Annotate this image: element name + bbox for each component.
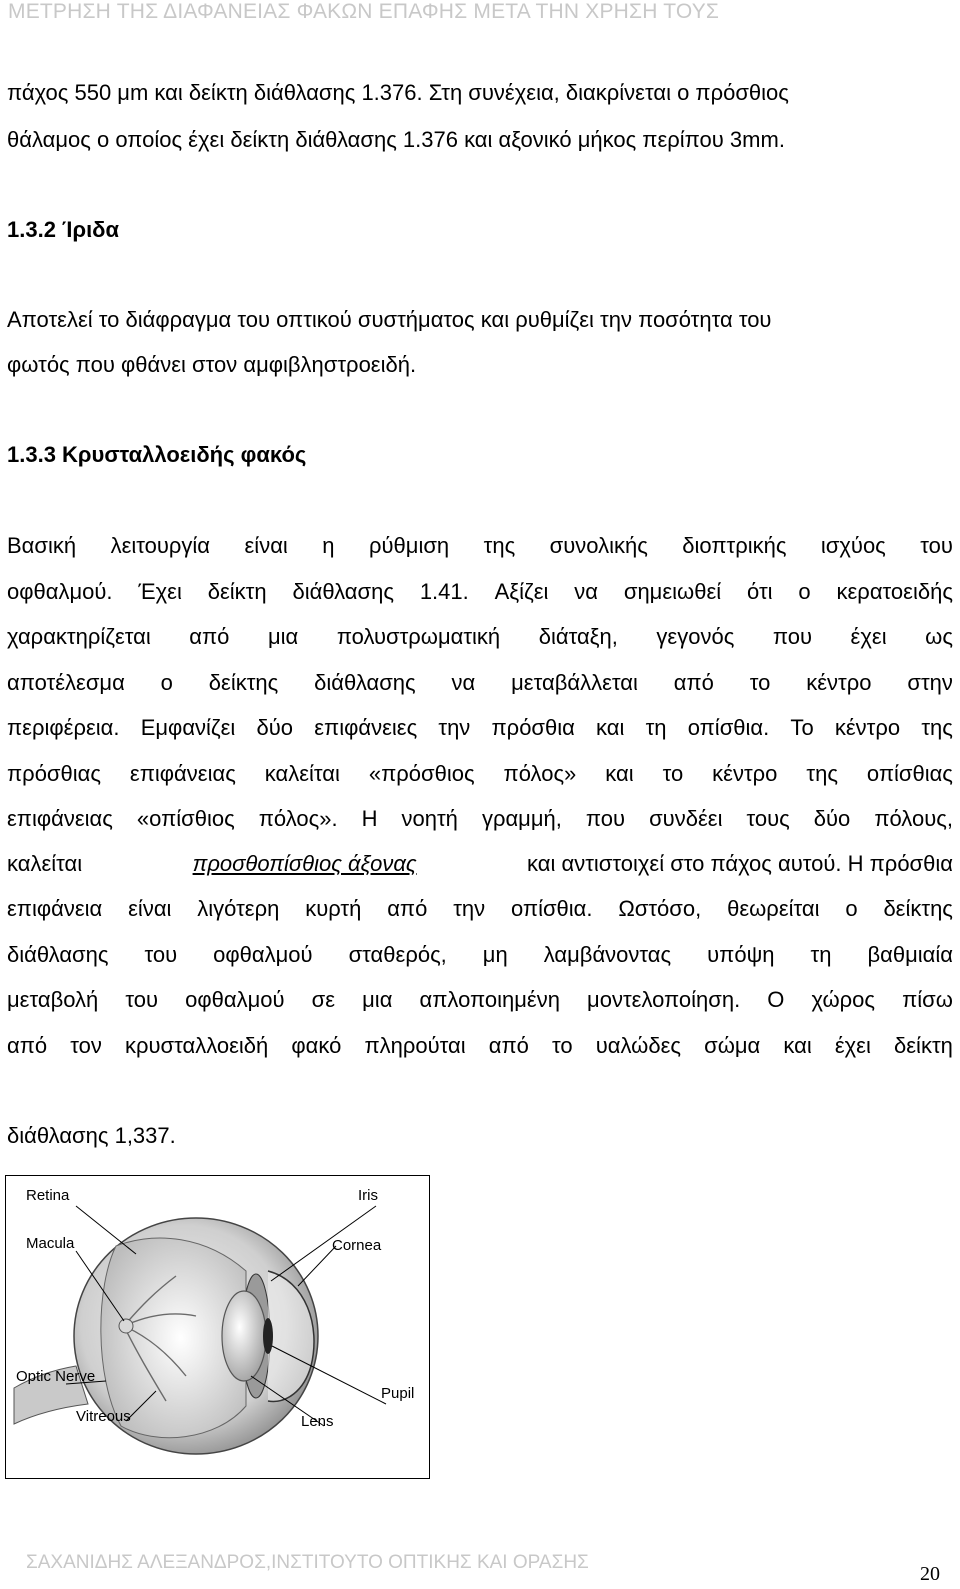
running-header: ΜΕΤΡΗΣΗ ΤΗΣ ΔΙΑΦΑΝΕΙΑΣ ΦΑΚΩΝ ΕΠΑΦΗΣ ΜΕΤΑ ΤΗΝ ΧΡΗΣΗ ΤΟΥΣ: [8, 0, 720, 23]
label-macula: Macula: [26, 1235, 75, 1252]
axis-post-text: και αντιστοιχεί στο πάχος αυτού. Η πρόσθια: [527, 851, 953, 876]
lens-shape: [222, 1291, 266, 1381]
axis-term: προσθοπίσθιος άξονας: [192, 851, 417, 876]
label-optic-nerve: Optic Nerve: [16, 1368, 96, 1385]
paragraph-line-axis: [7, 853, 953, 875]
label-lens: Lens: [301, 1413, 334, 1430]
section-heading-iris: 1.3.2 Ίριδα: [7, 217, 120, 242]
label-cornea: Cornea: [332, 1237, 382, 1254]
paragraph-line: Αποτελεί το διάφραγμα του οπτικού συστήματος και ρυθμίζει την ποσότητα του: [7, 307, 772, 332]
paragraph-line: Βασική λειτουργία είναι η ρύθμιση της συνολικής διοπτρικής ισχύος του: [7, 533, 953, 558]
paragraph-line: περιφέρεια. Εμφανίζει δύο επιφάνειες την πρόσθια και τη οπίσθια. Το κέντρο της: [7, 715, 953, 740]
page-number: 20: [920, 1563, 940, 1585]
paragraph-line: οφθαλμού. Έχει δείκτη διάθλασης 1.41. Αξίζει να σημειωθεί ότι ο κερατοειδής: [7, 578, 953, 604]
pupil-shape: [263, 1318, 273, 1354]
paragraph-line: επιφάνειας «οπίσθιος πόλος». Η νοητή γραμμή, που συνδέει τους δύο πόλους,: [7, 806, 953, 831]
paragraph-line: μεταβολή του οφθαλμού σε μια απλοποιημένη μοντελοποίηση. Ο χώρος πίσω: [7, 987, 953, 1012]
eye-illustration: [6, 1176, 429, 1478]
paragraph-line: αποτέλεσμα ο δείκτης διάθλασης να μεταβάλλεται από το κέντρο στην: [7, 669, 953, 695]
axis-pre-text: καλείται: [7, 851, 83, 876]
paragraph-line: διάθλασης 1,337.: [7, 1123, 176, 1148]
paragraph-line: θάλαμος ο οποίος έχει δείκτη διάθλασης 1.376 και αξονικό μήκος περίπου 3mm.: [7, 127, 785, 152]
paragraph-line: φωτός που φθάνει στον αμφιβληστροειδή.: [7, 352, 417, 377]
paragraph-line: χαρακτηρίζεται από μια πολυστρωματική διάταξη, γεγονός που έχει ως: [7, 624, 953, 649]
page-footer: ΣΑΧΑΝΙΔΗΣ ΑΛΕΞΑΝΔΡΟΣ,ΙΝΣΤΙΤΟΥΤΟ ΟΠΤΙΚΗΣ ΚΑΙ ΟΡΑΣΗΣ: [26, 1552, 589, 1573]
eye-anatomy-figure: [5, 1175, 430, 1479]
paragraph-line: επιφάνεια είναι λιγότερη κυρτή από την οπίσθια. Ωστόσο, θεωρείται ο δείκτης: [7, 896, 953, 921]
section-heading-lens: 1.3.3 Κρυσταλλοειδής φακός: [7, 442, 307, 467]
paragraph-line: διάθλασης του οφθαλμού σταθερός, μη λαμβάνοντας υπόψη τη βαθμιαία: [7, 941, 953, 967]
macula-spot: [119, 1319, 133, 1333]
label-vitreous: Vitreous: [76, 1408, 131, 1425]
label-retina: Retina: [26, 1187, 70, 1204]
paragraph-line: πρόσθιας επιφάνειας καλείται «πρόσθιος πόλος» και το κέντρο της οπίσθιας: [7, 760, 953, 786]
label-pupil: Pupil: [381, 1385, 415, 1402]
paragraph-line: πάχος 550 μm και δείκτη διάθλασης 1.376. Στη συνέχεια, διακρίνεται ο πρόσθιος: [7, 80, 789, 105]
paragraph-line: από τον κρυσταλλοειδή φακό πληρούται από το υαλώδες σώμα και έχει δείκτη: [7, 1032, 953, 1058]
label-iris: Iris: [358, 1187, 378, 1204]
